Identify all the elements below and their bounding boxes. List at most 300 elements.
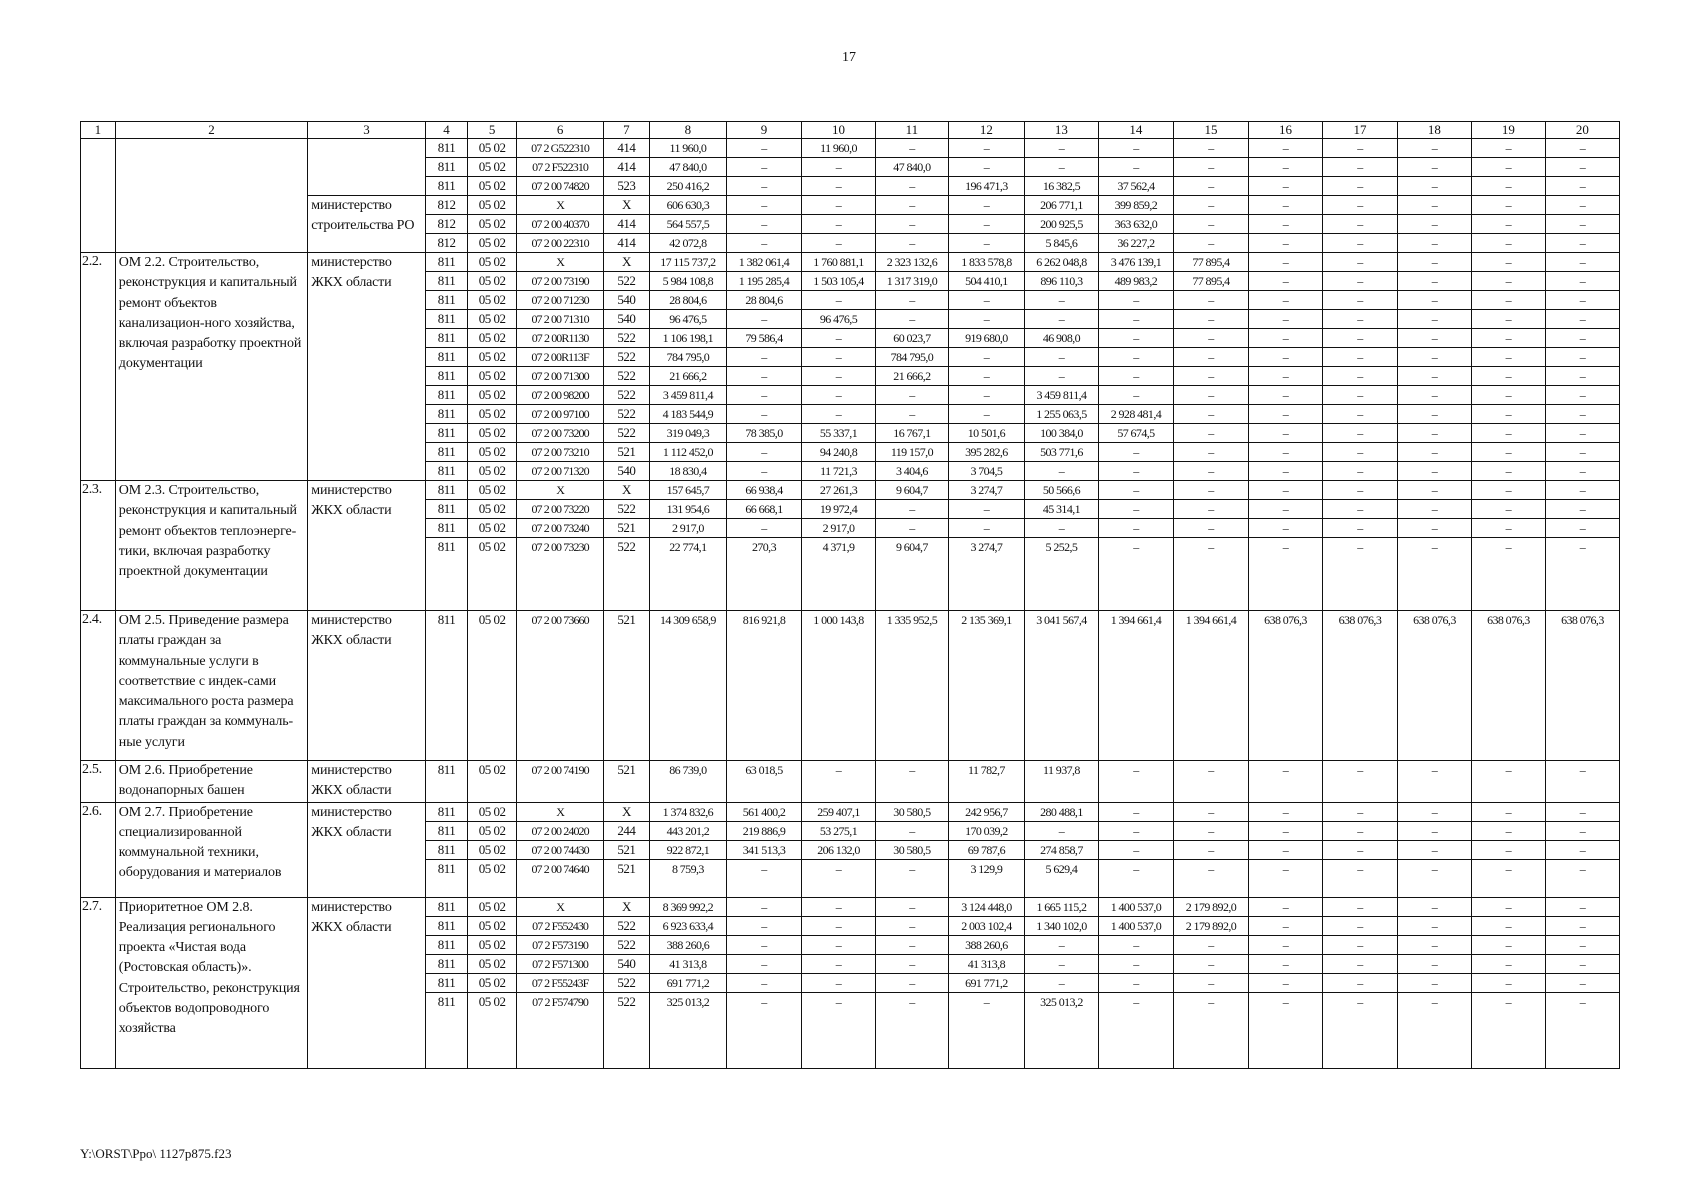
amount-cell: 638 076,3: [1397, 611, 1471, 761]
amount-cell: –: [1471, 367, 1545, 386]
amount-cell: 3 704,5: [948, 462, 1024, 481]
section-cell: 05 02: [468, 519, 517, 538]
amount-cell: 5 629,4: [1024, 859, 1098, 897]
amount-cell: 388 260,6: [948, 935, 1024, 954]
amount-cell: –: [1173, 215, 1248, 234]
amount-cell: 79 586,4: [726, 329, 801, 348]
expense-type-cell: 414: [604, 139, 650, 158]
target-article-cell: 07 2 00 71230: [517, 291, 604, 310]
expense-type-cell: 522: [604, 916, 650, 935]
amount-cell: –: [726, 935, 801, 954]
header-cell: 6: [517, 122, 604, 139]
amount-cell: 21 666,2: [875, 367, 948, 386]
amount-cell: –: [1098, 761, 1173, 803]
amount-cell: –: [1545, 424, 1619, 443]
amount-cell: –: [1173, 802, 1248, 821]
amount-cell: –: [1397, 954, 1471, 973]
target-article-cell: 07 2 G522310: [517, 139, 604, 158]
amount-cell: 388 260,6: [649, 935, 726, 954]
section-cell: 05 02: [468, 348, 517, 367]
grbs-cell: 811: [425, 992, 467, 1068]
amount-cell: –: [1173, 519, 1248, 538]
amount-cell: –: [1397, 992, 1471, 1068]
grbs-cell: 811: [425, 139, 467, 158]
amount-cell: –: [726, 348, 801, 367]
expense-type-cell: 540: [604, 291, 650, 310]
amount-cell: –: [1173, 443, 1248, 462]
target-article-cell: 07 2 00 73190: [517, 272, 604, 291]
amount-cell: –: [1322, 462, 1397, 481]
amount-cell: –: [726, 992, 801, 1068]
amount-cell: –: [1098, 500, 1173, 519]
amount-cell: –: [802, 386, 876, 405]
amount-cell: –: [948, 139, 1024, 158]
amount-cell: –: [1098, 291, 1173, 310]
amount-cell: –: [1024, 139, 1098, 158]
amount-cell: –: [802, 348, 876, 367]
amount-cell: –: [726, 234, 801, 253]
amount-cell: 200 925,5: [1024, 215, 1098, 234]
amount-cell: –: [1248, 405, 1322, 424]
amount-cell: 443 201,2: [649, 821, 726, 840]
amount-cell: –: [1545, 481, 1619, 500]
amount-cell: –: [1471, 234, 1545, 253]
amount-cell: –: [1024, 367, 1098, 386]
grbs-cell: 811: [425, 386, 467, 405]
amount-cell: –: [1471, 802, 1545, 821]
amount-cell: –: [1397, 916, 1471, 935]
amount-cell: 2 135 369,1: [948, 611, 1024, 761]
grbs-cell: 811: [425, 821, 467, 840]
amount-cell: 4 371,9: [802, 538, 876, 611]
amount-cell: –: [1248, 386, 1322, 405]
grbs-cell: 811: [425, 443, 467, 462]
amount-cell: –: [1397, 405, 1471, 424]
amount-cell: –: [1545, 386, 1619, 405]
expense-type-cell: 521: [604, 443, 650, 462]
amount-cell: –: [1397, 291, 1471, 310]
amount-cell: –: [1322, 500, 1397, 519]
amount-cell: –: [1322, 859, 1397, 897]
amount-cell: –: [1471, 424, 1545, 443]
amount-cell: 8 759,3: [649, 859, 726, 897]
amount-cell: 691 771,2: [948, 973, 1024, 992]
amount-cell: –: [1248, 462, 1322, 481]
table-row: [81, 481, 1620, 500]
amount-cell: –: [1545, 177, 1619, 196]
amount-cell: –: [1471, 992, 1545, 1068]
amount-cell: –: [1173, 405, 1248, 424]
amount-cell: –: [1248, 291, 1322, 310]
target-article-cell: 07 2 00 40370: [517, 215, 604, 234]
amount-cell: –: [1397, 367, 1471, 386]
amount-cell: 319 049,3: [649, 424, 726, 443]
expense-type-cell: 244: [604, 821, 650, 840]
amount-cell: 2 928 481,4: [1098, 405, 1173, 424]
amount-cell: –: [875, 196, 948, 215]
grbs-cell: 812: [425, 234, 467, 253]
amount-cell: –: [1545, 761, 1619, 803]
amount-cell: –: [1545, 916, 1619, 935]
amount-cell: –: [1248, 840, 1322, 859]
amount-cell: 11 721,3: [802, 462, 876, 481]
header-cell: 17: [1322, 122, 1397, 139]
amount-cell: –: [1248, 538, 1322, 611]
expense-type-cell: 521: [604, 840, 650, 859]
amount-cell: 170 039,2: [948, 821, 1024, 840]
amount-cell: –: [1471, 196, 1545, 215]
amount-cell: 16 767,1: [875, 424, 948, 443]
amount-cell: –: [1248, 139, 1322, 158]
amount-cell: 274 858,7: [1024, 840, 1098, 859]
amount-cell: 47 840,0: [649, 158, 726, 177]
amount-cell: 1 106 198,1: [649, 329, 726, 348]
amount-cell: 11 782,7: [948, 761, 1024, 803]
expense-type-cell: 522: [604, 935, 650, 954]
row-index-cell: [81, 139, 116, 253]
amount-cell: –: [948, 348, 1024, 367]
amount-cell: –: [1173, 234, 1248, 253]
target-article-cell: 07 2 00 73200: [517, 424, 604, 443]
amount-cell: –: [726, 139, 801, 158]
amount-cell: 363 632,0: [1098, 215, 1173, 234]
amount-cell: –: [1471, 139, 1545, 158]
amount-cell: –: [1024, 310, 1098, 329]
amount-cell: 47 840,0: [875, 158, 948, 177]
amount-cell: –: [1098, 538, 1173, 611]
grbs-cell: 811: [425, 310, 467, 329]
amount-cell: 45 314,1: [1024, 500, 1098, 519]
section-cell: 05 02: [468, 916, 517, 935]
amount-cell: –: [1471, 840, 1545, 859]
header-cell: 20: [1545, 122, 1619, 139]
amount-cell: –: [948, 215, 1024, 234]
amount-cell: 96 476,5: [649, 310, 726, 329]
amount-cell: –: [1098, 158, 1173, 177]
amount-cell: –: [726, 859, 801, 897]
amount-cell: 22 774,1: [649, 538, 726, 611]
amount-cell: –: [1322, 234, 1397, 253]
amount-cell: –: [1322, 840, 1397, 859]
amount-cell: –: [1322, 158, 1397, 177]
grbs-cell: 811: [425, 253, 467, 272]
amount-cell: 17 115 737,2: [649, 253, 726, 272]
row-index-cell: 2.7.: [81, 897, 116, 1068]
amount-cell: –: [1471, 215, 1545, 234]
amount-cell: 42 072,8: [649, 234, 726, 253]
amount-cell: 3 274,7: [948, 481, 1024, 500]
section-cell: 05 02: [468, 310, 517, 329]
grbs-cell: 811: [425, 840, 467, 859]
amount-cell: 1 665 115,2: [1024, 897, 1098, 916]
target-article-cell: 07 2 F571300: [517, 954, 604, 973]
section-cell: 05 02: [468, 329, 517, 348]
amount-cell: 57 674,5: [1098, 424, 1173, 443]
amount-cell: –: [1322, 973, 1397, 992]
grbs-cell: 811: [425, 897, 467, 916]
amount-cell: –: [1173, 992, 1248, 1068]
section-cell: 05 02: [468, 802, 517, 821]
target-article-cell: 07 2 00 71300: [517, 367, 604, 386]
target-article-cell: 07 2 00 74820: [517, 177, 604, 196]
amount-cell: –: [1397, 348, 1471, 367]
amount-cell: –: [1024, 348, 1098, 367]
amount-cell: –: [1248, 177, 1322, 196]
amount-cell: –: [802, 367, 876, 386]
grbs-cell: 811: [425, 348, 467, 367]
amount-cell: 36 227,2: [1098, 234, 1173, 253]
amount-cell: –: [875, 954, 948, 973]
amount-cell: 1 394 661,4: [1173, 611, 1248, 761]
amount-cell: 3 124 448,0: [948, 897, 1024, 916]
amount-cell: –: [875, 761, 948, 803]
amount-cell: –: [1024, 519, 1098, 538]
header-row: [81, 122, 1620, 139]
amount-cell: 2 323 132,6: [875, 253, 948, 272]
amount-cell: 77 895,4: [1173, 253, 1248, 272]
amount-cell: –: [1322, 481, 1397, 500]
amount-cell: –: [1248, 973, 1322, 992]
expense-type-cell: X: [604, 897, 650, 916]
expense-type-cell: 540: [604, 462, 650, 481]
amount-cell: 94 240,8: [802, 443, 876, 462]
amount-cell: –: [1248, 916, 1322, 935]
amount-cell: –: [1322, 916, 1397, 935]
amount-cell: –: [802, 158, 876, 177]
target-article-cell: 07 2 F573190: [517, 935, 604, 954]
grbs-cell: 811: [425, 538, 467, 611]
row-index-cell: 2.5.: [81, 761, 116, 803]
amount-cell: –: [1248, 234, 1322, 253]
amount-cell: –: [802, 761, 876, 803]
amount-cell: –: [1322, 348, 1397, 367]
executor-cell: министерство ЖКХ области: [308, 802, 425, 897]
amount-cell: 78 385,0: [726, 424, 801, 443]
amount-cell: 66 938,4: [726, 481, 801, 500]
amount-cell: –: [1098, 367, 1173, 386]
amount-cell: –: [726, 954, 801, 973]
amount-cell: –: [1471, 177, 1545, 196]
amount-cell: –: [1471, 443, 1545, 462]
header-cell: 3: [308, 122, 425, 139]
amount-cell: 3 476 139,1: [1098, 253, 1173, 272]
amount-cell: –: [1397, 329, 1471, 348]
section-cell: 05 02: [468, 405, 517, 424]
amount-cell: –: [948, 500, 1024, 519]
amount-cell: –: [1545, 802, 1619, 821]
amount-cell: –: [1248, 253, 1322, 272]
expense-type-cell: 522: [604, 272, 650, 291]
amount-cell: –: [1173, 177, 1248, 196]
amount-cell: 242 956,7: [948, 802, 1024, 821]
amount-cell: –: [1397, 310, 1471, 329]
amount-cell: –: [1248, 500, 1322, 519]
amount-cell: 55 337,1: [802, 424, 876, 443]
amount-cell: 606 630,3: [649, 196, 726, 215]
header-cell: 18: [1397, 122, 1471, 139]
amount-cell: –: [875, 291, 948, 310]
amount-cell: –: [802, 916, 876, 935]
amount-cell: 5 252,5: [1024, 538, 1098, 611]
amount-cell: –: [726, 405, 801, 424]
amount-cell: 325 013,2: [649, 992, 726, 1068]
amount-cell: 6 262 048,8: [1024, 253, 1098, 272]
amount-cell: –: [726, 462, 801, 481]
target-article-cell: 07 2 00 74640: [517, 859, 604, 897]
table-row: [81, 611, 1620, 761]
row-index-cell: 2.3.: [81, 481, 116, 611]
amount-cell: –: [1545, 196, 1619, 215]
amount-cell: 1 317 319,0: [875, 272, 948, 291]
expense-type-cell: 521: [604, 761, 650, 803]
amount-cell: –: [1173, 840, 1248, 859]
amount-cell: –: [1545, 215, 1619, 234]
page-number: 17: [842, 50, 856, 65]
amount-cell: –: [1471, 859, 1545, 897]
section-cell: 05 02: [468, 821, 517, 840]
amount-cell: –: [1173, 538, 1248, 611]
grbs-cell: 811: [425, 158, 467, 177]
header-cell: 14: [1098, 122, 1173, 139]
expense-type-cell: X: [604, 802, 650, 821]
amount-cell: 1 255 063,5: [1024, 405, 1098, 424]
amount-cell: –: [1248, 897, 1322, 916]
header-cell: 8: [649, 122, 726, 139]
amount-cell: 1 400 537,0: [1098, 916, 1173, 935]
expense-type-cell: 522: [604, 329, 650, 348]
amount-cell: –: [1545, 139, 1619, 158]
amount-cell: –: [1248, 329, 1322, 348]
amount-cell: –: [802, 329, 876, 348]
amount-cell: –: [1173, 196, 1248, 215]
grbs-cell: 811: [425, 329, 467, 348]
amount-cell: –: [875, 935, 948, 954]
expense-type-cell: 522: [604, 367, 650, 386]
target-article-cell: 07 2 00R113F: [517, 348, 604, 367]
amount-cell: –: [1471, 310, 1545, 329]
amount-cell: 60 023,7: [875, 329, 948, 348]
amount-cell: –: [1173, 386, 1248, 405]
amount-cell: –: [1024, 954, 1098, 973]
amount-cell: –: [1471, 291, 1545, 310]
amount-cell: –: [1545, 443, 1619, 462]
amount-cell: 86 739,0: [649, 761, 726, 803]
amount-cell: –: [948, 291, 1024, 310]
amount-cell: –: [948, 386, 1024, 405]
grbs-cell: 811: [425, 367, 467, 386]
amount-cell: 14 309 658,9: [649, 611, 726, 761]
amount-cell: 489 983,2: [1098, 272, 1173, 291]
section-cell: 05 02: [468, 443, 517, 462]
amount-cell: 4 183 544,9: [649, 405, 726, 424]
amount-cell: –: [875, 177, 948, 196]
grbs-cell: 811: [425, 954, 467, 973]
amount-cell: –: [875, 405, 948, 424]
amount-cell: 2 179 892,0: [1173, 897, 1248, 916]
amount-cell: –: [1471, 386, 1545, 405]
amount-cell: 5 984 108,8: [649, 272, 726, 291]
amount-cell: 219 886,9: [726, 821, 801, 840]
target-article-cell: 07 2 00 74430: [517, 840, 604, 859]
amount-cell: –: [726, 215, 801, 234]
target-article-cell: 07 2 00 71310: [517, 310, 604, 329]
grbs-cell: 811: [425, 519, 467, 538]
amount-cell: –: [1024, 158, 1098, 177]
amount-cell: 2 917,0: [802, 519, 876, 538]
amount-cell: –: [1248, 348, 1322, 367]
amount-cell: –: [1098, 329, 1173, 348]
row-index-cell: 2.2.: [81, 253, 116, 481]
amount-cell: –: [802, 234, 876, 253]
amount-cell: –: [1471, 935, 1545, 954]
amount-cell: –: [1098, 935, 1173, 954]
amount-cell: –: [1471, 158, 1545, 177]
section-cell: 05 02: [468, 840, 517, 859]
amount-cell: 8 369 992,2: [649, 897, 726, 916]
amount-cell: –: [1173, 367, 1248, 386]
section-cell: 05 02: [468, 424, 517, 443]
amount-cell: –: [1397, 272, 1471, 291]
amount-cell: 638 076,3: [1545, 611, 1619, 761]
amount-cell: –: [948, 310, 1024, 329]
amount-cell: –: [875, 215, 948, 234]
amount-cell: 1 195 285,4: [726, 272, 801, 291]
amount-cell: 9 604,7: [875, 481, 948, 500]
amount-cell: –: [1545, 897, 1619, 916]
amount-cell: –: [1024, 821, 1098, 840]
target-article-cell: 07 2 00 24020: [517, 821, 604, 840]
amount-cell: –: [875, 992, 948, 1068]
header-cell: 15: [1173, 122, 1248, 139]
section-cell: 05 02: [468, 897, 517, 916]
amount-cell: –: [1545, 462, 1619, 481]
amount-cell: –: [1098, 386, 1173, 405]
target-article-cell: X: [517, 481, 604, 500]
amount-cell: –: [1397, 443, 1471, 462]
amount-cell: 28 804,6: [649, 291, 726, 310]
amount-cell: 561 400,2: [726, 802, 801, 821]
amount-cell: –: [1173, 329, 1248, 348]
amount-cell: –: [1545, 500, 1619, 519]
amount-cell: –: [1024, 973, 1098, 992]
expense-type-cell: 522: [604, 424, 650, 443]
row-index-cell: 2.6.: [81, 802, 116, 897]
amount-cell: –: [1397, 935, 1471, 954]
grbs-cell: 811: [425, 916, 467, 935]
grbs-cell: 811: [425, 761, 467, 803]
amount-cell: 395 282,6: [948, 443, 1024, 462]
amount-cell: –: [1248, 481, 1322, 500]
amount-cell: –: [802, 215, 876, 234]
amount-cell: 11 960,0: [649, 139, 726, 158]
amount-cell: –: [1173, 954, 1248, 973]
expense-type-cell: 521: [604, 611, 650, 761]
amount-cell: –: [1545, 272, 1619, 291]
amount-cell: –: [1173, 973, 1248, 992]
expense-type-cell: 414: [604, 158, 650, 177]
amount-cell: –: [875, 821, 948, 840]
amount-cell: –: [1248, 761, 1322, 803]
executor-cell: министерство строительства РО: [308, 196, 425, 253]
amount-cell: –: [1248, 821, 1322, 840]
amount-cell: 1 833 578,8: [948, 253, 1024, 272]
amount-cell: –: [948, 158, 1024, 177]
amount-cell: 50 566,6: [1024, 481, 1098, 500]
amount-cell: –: [802, 196, 876, 215]
section-cell: 05 02: [468, 761, 517, 803]
amount-cell: 784 795,0: [649, 348, 726, 367]
expense-type-cell: 540: [604, 310, 650, 329]
